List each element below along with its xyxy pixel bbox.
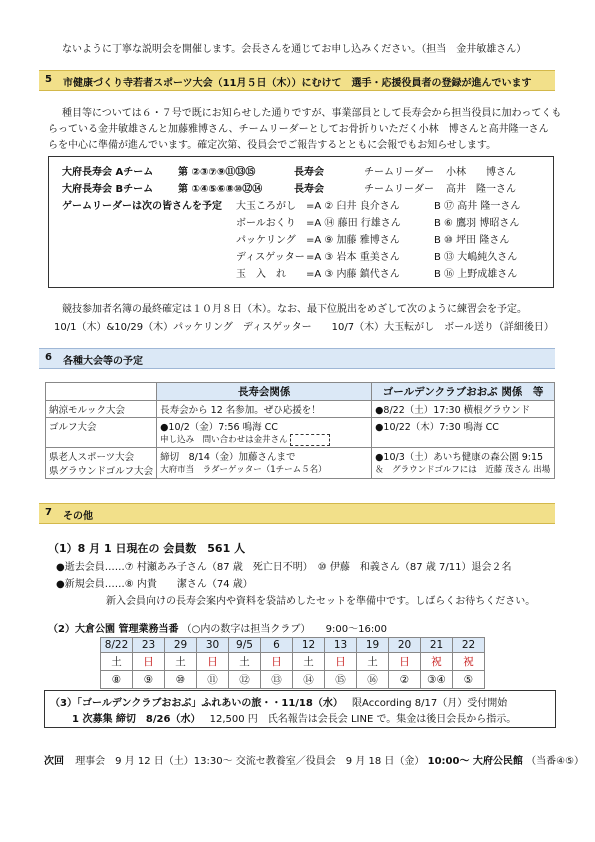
event-choju-note: 申し込み 問い合わせは金井さん [160, 435, 288, 445]
team-b-leader-label: チームリーダー [364, 184, 434, 195]
team-a-leader-label: チームリーダー [364, 167, 434, 178]
next-schedule [44, 752, 584, 767]
calendar-day: 日 [133, 653, 165, 671]
team-a-club: 長寿会 [294, 167, 324, 178]
col-header: ゴールデンクラブおおぶ 関係 等 [372, 383, 555, 401]
calendar-club: ⑮ [325, 671, 357, 689]
trip-deadline: 1 次募集 締切 8/26（水） [72, 714, 201, 725]
section-title: 各種大会等の予定 [63, 356, 143, 367]
team-a-leader: 小林 博さん [446, 167, 516, 178]
park-time: 9:00～16:00 [325, 624, 387, 635]
calendar-club: ⑫ [229, 671, 261, 689]
section-number: 6 [45, 352, 52, 363]
team-a-nums: 第 ②③⑦⑨⑪⑬⑮ [178, 167, 256, 178]
calendar-date: 20 [389, 638, 421, 653]
park-note: （○内の数字は担当クラブ） [181, 624, 311, 635]
calendar-club: ⑪ [197, 671, 229, 689]
intro-line: ないように丁寧な説明会を開催します。会長さんを通じてお申し込みください。（担当 金井敏雄さん） [62, 44, 527, 55]
event-choju: 長寿会から 12 名参加。ぜひ応援を！ [157, 401, 372, 418]
calendar-clubs-row [101, 671, 485, 689]
event-name: 納涼モルック大会 [46, 401, 157, 418]
trip-limit: 限According 8/17（月）受付開始 [352, 698, 508, 709]
section-6-header [39, 348, 555, 369]
para-line: らを中心に準備が進んでいます。確定次第、役員会でご報告するとともに会報でもお知らせします。 [48, 140, 497, 151]
calendar-dates-row [101, 638, 485, 653]
calendar-day: 祝 [453, 653, 485, 671]
event-golden: ●10/22（木）7:30 鳴海 CC [372, 418, 555, 448]
calendar-day: 土 [101, 653, 133, 671]
calendar-day: 土 [293, 653, 325, 671]
blank-box [290, 434, 330, 446]
new-members-note: 新入会員向けの長寿会案内や資料を袋詰めしたセットを準備中です。しばらくお待ちください。 [106, 596, 536, 607]
team-b-leader: 高井 隆一さん [446, 184, 516, 195]
calendar-club: ⑧ [101, 671, 133, 689]
duty-calendar [100, 637, 485, 689]
game-b-leader: B ⑰ 高井 隆一さん [434, 201, 521, 212]
calendar-date: 29 [165, 638, 197, 653]
after-line: 10/1（木）&10/29（木）パッケリング ディスゲッター 10/7（木）大玉転がし ボール送り（詳細後日） [54, 322, 554, 333]
game-b-leader: B ⑥ 鷹羽 博昭さん [434, 218, 520, 229]
game-a-leader: =A ② 臼井 良介さん [306, 201, 400, 212]
table-row [46, 447, 555, 478]
calendar-day: 祝 [421, 653, 453, 671]
calendar-days-row [101, 653, 485, 671]
calendar-day: 日 [325, 653, 357, 671]
calendar-club: ② [389, 671, 421, 689]
section-number: 7 [45, 507, 52, 518]
event-golden: ●8/22（土）17:30 横根グラウンド [372, 401, 555, 418]
calendar-date: 30 [197, 638, 229, 653]
calendar-date: 19 [357, 638, 389, 653]
game-a-leader: =A ⑨ 加藤 雅博さん [306, 235, 400, 246]
event-golden: ●10/3（土）あいち健康の森公園 9:15 [375, 451, 544, 463]
section-5-header [39, 70, 555, 91]
team-b-club: 長寿会 [294, 184, 324, 195]
table-row [46, 401, 555, 418]
event-choju-note: 大府市当 ラダーゲッター（1チーム５名） [160, 464, 327, 475]
calendar-club: ⑩ [165, 671, 197, 689]
calendar-date: 23 [133, 638, 165, 653]
trip-details: 12,500 円 氏名報告は会長会 LINE で。集金は後日会長から指示。 [209, 714, 517, 725]
game-event: ボールおくり [236, 218, 296, 229]
game-a-leader: =A ③ 岩本 重美さん [306, 252, 400, 263]
events-table [45, 382, 555, 479]
calendar-date: 6 [261, 638, 293, 653]
team-a-name: 大府長寿会 Aチーム [62, 167, 154, 178]
calendar-club: ⑭ [293, 671, 325, 689]
trip-line-1 [50, 694, 507, 709]
game-a-leader: =A ⑭ 藤田 行雄さん [306, 218, 401, 229]
calendar-date: 8/22 [101, 638, 133, 653]
next-label: 次回 [44, 756, 64, 767]
col-header: 長寿会関係 [157, 383, 372, 401]
next-text: 理事会 9 月 12 日（土）13:30～ 交流セ教養室／役員会 9 月 18 日（金） [75, 756, 425, 767]
trip-line-2 [72, 710, 516, 725]
game-event: パッケリング [236, 235, 296, 246]
table-header-row [46, 383, 555, 401]
para-line: 種目等については６・７号で既にお知らせした通りですが、事業部員として長寿会から担当役員に加わってくも [62, 108, 562, 119]
calendar-club: ⑯ [357, 671, 389, 689]
event-name: 県老人スポーツ大会 [49, 451, 135, 463]
park-title-row [48, 620, 387, 635]
section-title: 市健康づくり寺若者スポーツ大会（11月５日（木））にむけて 選手・応援役員者の登録が進んでいます [63, 78, 532, 89]
team-b-name: 大府長寿会 Bチーム [62, 184, 154, 195]
event-name: 県グラウンドゴルフ大会 [49, 465, 154, 477]
event-choju: ●10/2（金）7:56 鳴海 CC [160, 422, 278, 433]
game-event: 大玉ころがし [236, 201, 296, 212]
calendar-date: 12 [293, 638, 325, 653]
trip-title: （3）「ゴールデンクラブおおぶ」ふれあいの旅・・11/18（水） [50, 698, 343, 709]
members-title: （1）8 月 1 日現在の 会員数 561 人 [48, 542, 246, 555]
game-b-leader: B ⑯ 上野成雄さん [434, 269, 518, 280]
event-name: ゴルフ大会 [46, 418, 157, 448]
calendar-club: ⑨ [133, 671, 165, 689]
calendar-date: 22 [453, 638, 485, 653]
park-title: （2）大倉公園 管理業務当番 [48, 624, 179, 635]
para-line: らっている金井敏雄さんと加藤雅博さん、チームリーダーとしてお骨折りいただく小林 博さんと高井隆一さん [48, 124, 549, 135]
calendar-club: ③④ [421, 671, 453, 689]
calendar-club: ⑬ [261, 671, 293, 689]
calendar-date: 9/5 [229, 638, 261, 653]
section-number: 5 [45, 74, 52, 85]
calendar-date: 13 [325, 638, 357, 653]
next-bold: 10:00～ 大府公民館 [427, 756, 523, 767]
calendar-day: 日 [261, 653, 293, 671]
next-tail: （当番④⑤） [526, 756, 585, 767]
game-a-leader: =A ③ 内藤 鎮代さん [306, 269, 400, 280]
calendar-date: 21 [421, 638, 453, 653]
game-event: 玉 入 れ [236, 269, 286, 280]
game-leader-label: ゲームリーダーは次の皆さんを予定 [62, 201, 222, 212]
game-b-leader: B ⑬ 大嶋純久さん [434, 252, 518, 263]
calendar-day: 日 [197, 653, 229, 671]
calendar-day: 土 [229, 653, 261, 671]
event-golden-note: ＆ グラウンドゴルフには 近藤 茂さん 出場 [375, 464, 551, 475]
calendar-day: 土 [357, 653, 389, 671]
table-row [46, 418, 555, 448]
section-title: その他 [63, 511, 93, 522]
section-7-header [39, 503, 555, 524]
calendar-day: 日 [389, 653, 421, 671]
team-b-nums: 第 ①④⑤⑥⑧⑩⑫⑭ [178, 184, 263, 195]
deaths-line: ●逝去会員……⑦ 村瀬あみ子さん（87 歳 死亡日不明） ⑩ 伊藤 和義さん（87 歳 7/11）退会２名 [56, 562, 512, 573]
after-line: 競技参加者名簿の最終確定は１０月８日（木）。なお、最下位脱出をめざして次のように練習会を予定。 [62, 304, 527, 315]
game-b-leader: B ⑩ 坪田 隆さん [434, 235, 510, 246]
game-event: ディスゲッター [236, 252, 305, 263]
calendar-day: 土 [165, 653, 197, 671]
new-members-line: ●新規会員……⑧ 内貴 潔さん（74 歳） [56, 579, 253, 590]
calendar-club: ⑤ [453, 671, 485, 689]
event-choju: 締切 8/14（金）加藤さんまで [160, 451, 296, 463]
